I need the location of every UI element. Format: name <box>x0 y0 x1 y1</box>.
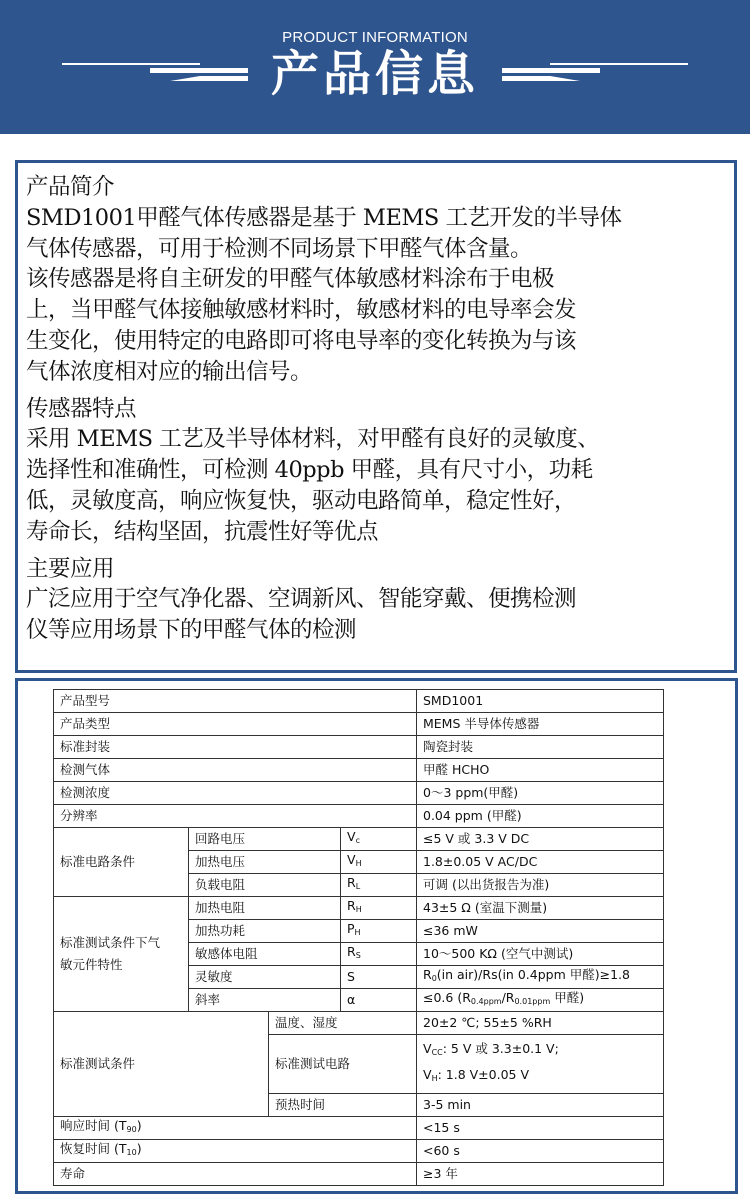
param-name: 斜率 <box>189 989 341 1012</box>
spec-label: 检测气体 <box>54 759 417 782</box>
param-name: 敏感体电阻 <box>189 943 341 966</box>
spec-value: MEMS 半导体传感器 <box>417 713 664 736</box>
header-title-zh: 产品信息 <box>270 46 479 102</box>
section-heading: 传感器特点 <box>26 395 137 422</box>
paragraph-line: 广泛应用于空气净化器、空调新风、智能穿戴、便携检测 <box>26 586 577 613</box>
table-row <box>54 713 664 736</box>
param-value: 1.8±0.05 V AC/DC <box>417 851 664 874</box>
spec-value: 0.04 ppm (甲醛) <box>417 805 664 828</box>
spec-table-box <box>15 678 738 1194</box>
param-symbol: $V_c$ <box>341 828 417 851</box>
table-row <box>54 782 664 805</box>
group-label: 标准电路条件 <box>54 828 189 897</box>
param-name: 标准测试电路 <box>269 1035 417 1094</box>
table-row <box>54 736 664 759</box>
param-name: 灵敏度 <box>189 966 341 989</box>
paragraph-line: 该传感器是将自主研发的甲醛气体敏感材料涂布于电极 <box>26 266 555 293</box>
spec-value: <60 s <box>417 1140 664 1163</box>
spec-table <box>53 689 664 1186</box>
spec-label: 产品类型 <box>54 713 417 736</box>
table-row <box>54 897 664 920</box>
table-row <box>54 1163 664 1186</box>
spec-label: 恢复时间 $(T_{10})$ <box>54 1140 417 1163</box>
paragraph-line: 仪等应用场景下的甲醛气体的检测 <box>26 617 357 644</box>
table-row <box>54 690 664 713</box>
spec-value: 0～3 ppm(甲醛) <box>417 782 664 805</box>
paragraph-line: 选择性和准确性，可检测 40ppb 甲醛，具有尺寸小，功耗 <box>26 457 593 484</box>
spec-label: 响应时间 $(T_{90})$ <box>54 1117 417 1140</box>
param-symbol: S <box>341 966 417 989</box>
spec-label: 产品型号 <box>54 690 417 713</box>
spec-value: 甲醛 HCHO <box>417 759 664 782</box>
spec-value: 陶瓷封装 <box>417 736 664 759</box>
table-row <box>54 759 664 782</box>
product-intro-text <box>26 172 732 646</box>
param-name: 温度、湿度 <box>269 1012 417 1035</box>
param-value: ≤0.6 ($R_{0.4ppm}/R_{0.01ppm}$ 甲醛) <box>417 989 664 1012</box>
param-value: 10～500 KΩ (空气中测试) <box>417 943 664 966</box>
product-intro-box <box>15 160 737 673</box>
param-name: 加热功耗 <box>189 920 341 943</box>
table-row <box>54 805 664 828</box>
param-symbol: $V_H$ <box>341 851 417 874</box>
section-heading: 主要应用 <box>26 555 115 582</box>
param-symbol: $R_S$ <box>341 943 417 966</box>
spec-label: 寿命 <box>54 1163 417 1186</box>
param-name: 加热电阻 <box>189 897 341 920</box>
paragraph-line: 气体浓度相对应的输出信号。 <box>26 358 313 385</box>
param-value: 20±2 ℃; 55±5 %RH <box>417 1012 664 1035</box>
paragraph-line: 气体传感器，可用于检测不同场景下甲醛气体含量。 <box>26 235 533 262</box>
param-name: 负载电阻 <box>189 874 341 897</box>
param-symbol: $P_H$ <box>341 920 417 943</box>
header-title-en: PRODUCT INFORMATION <box>282 29 468 46</box>
group-label: 标准测试条件 <box>54 1012 269 1117</box>
spec-label: 分辨率 <box>54 805 417 828</box>
paragraph-line: 寿命长，结构坚固，抗震性好等优点 <box>26 518 379 545</box>
param-symbol: $R_H$ <box>341 897 417 920</box>
paragraph-line: SMD1001甲醛气体传感器是基于 MEMS 工艺开发的半导体 <box>26 204 622 231</box>
param-value: $V_{CC}$: 5 V 或 3.3±0.1 V; $V_H$: 1.8 V±0.05 V <box>417 1035 664 1094</box>
param-value: 43±5 Ω (室温下测量) <box>417 897 664 920</box>
paragraph-line: 采用 MEMS 工艺及半导体材料，对甲醛有良好的灵敏度、 <box>26 426 600 453</box>
table-row <box>54 1117 664 1140</box>
table-row <box>54 1012 664 1035</box>
param-value: ≤36 mW <box>417 920 664 943</box>
group-label: 标准测试条件下气 敏元件特性 <box>54 897 189 1012</box>
param-symbol: α <box>341 989 417 1012</box>
spec-value: <15 s <box>417 1117 664 1140</box>
section-heading: 产品简介 <box>26 174 115 200</box>
param-value: 可调 (以出货报告为准) <box>417 874 664 897</box>
param-value: 3-5 min <box>417 1094 664 1117</box>
table-row <box>54 828 664 851</box>
paragraph-line: 上，当甲醛气体接触敏感材料时，敏感材料的电导率会发 <box>26 297 577 324</box>
page-header <box>0 0 750 134</box>
spec-value: ≥3 年 <box>417 1163 664 1186</box>
param-value: ≤5 V 或 3.3 V DC <box>417 828 664 851</box>
param-name: 加热电压 <box>189 851 341 874</box>
paragraph-line: 生变化，使用特定的电路即可将电导率的变化转换为与该 <box>26 327 577 354</box>
spec-value: SMD1001 <box>417 690 664 713</box>
param-value: $R_0(in$ air)/Rs(in 0.4ppm 甲醛)≥1.8 <box>417 966 664 989</box>
spec-label: 标准封装 <box>54 736 417 759</box>
table-row <box>54 1140 664 1163</box>
param-symbol: $R_L$ <box>341 874 417 897</box>
param-name: 预热时间 <box>269 1094 417 1117</box>
spec-label: 检测浓度 <box>54 782 417 805</box>
param-name: 回路电压 <box>189 828 341 851</box>
paragraph-line: 低，灵敏度高，响应恢复快，驱动电路简单，稳定性好， <box>26 487 577 514</box>
